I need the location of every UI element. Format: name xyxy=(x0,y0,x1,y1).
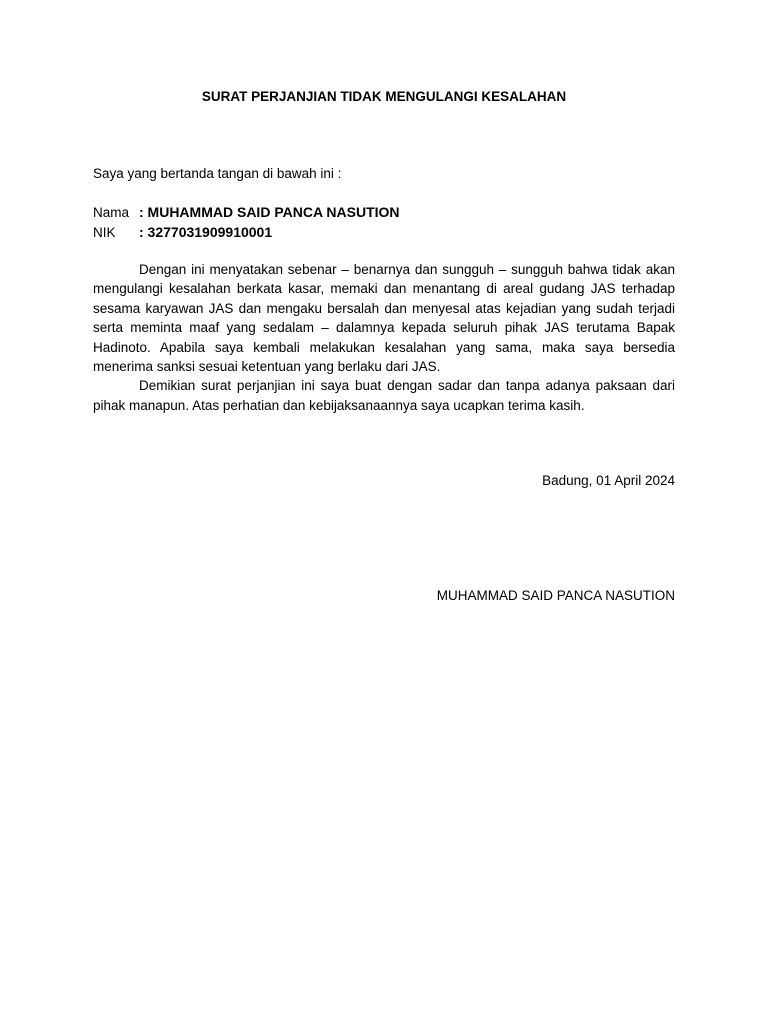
nik-field xyxy=(93,223,272,242)
signatory-name: MUHAMMAD SAID PANCA NASUTION xyxy=(436,588,675,603)
place-date: Badung, 01 April 2024 xyxy=(542,473,675,488)
name-field xyxy=(93,203,400,222)
closing-paragraph: Demikian surat perjanjian ini saya buat dengan sadar dan tanpa adanya paksaan dari pihak manapun. Atas perhatian dan kebijaksanaannya saya ucapkan terima kasih. xyxy=(93,378,675,413)
statement-paragraph: Dengan ini menyatakan sebenar – benarnya dan sungguh – sungguh bahwa tidak akan mengulangi kesalahan berkata kasar, memaki dan menantang di areal gudang JAS terhadap sesama karyawan JAS dan mengaku bersalah dan menyesal atas kejadian yang sudah terjadi serta meminta maaf yang sedalam – dalamnya kepada seluruh pihak JAS terutama Bapak Hadinoto. Apabila saya kembali melakukan kesalahan yang sama, maka saya bersedia menerima sanksi sesuai ketentuan yang berlaku dari JAS. xyxy=(93,262,675,375)
nik-value: : 3277031909910001 xyxy=(139,224,273,240)
intro-text: Saya yang bertanda tangan di bawah ini : xyxy=(93,166,342,181)
letter-title: SURAT PERJANJIAN TIDAK MENGULANGI KESALAHAN xyxy=(201,89,567,104)
letter-body xyxy=(93,260,675,415)
name-value: : MUHAMMAD SAID PANCA NASUTION xyxy=(139,204,400,220)
name-label: Nama xyxy=(93,205,130,220)
nik-label: NIK xyxy=(93,225,116,240)
